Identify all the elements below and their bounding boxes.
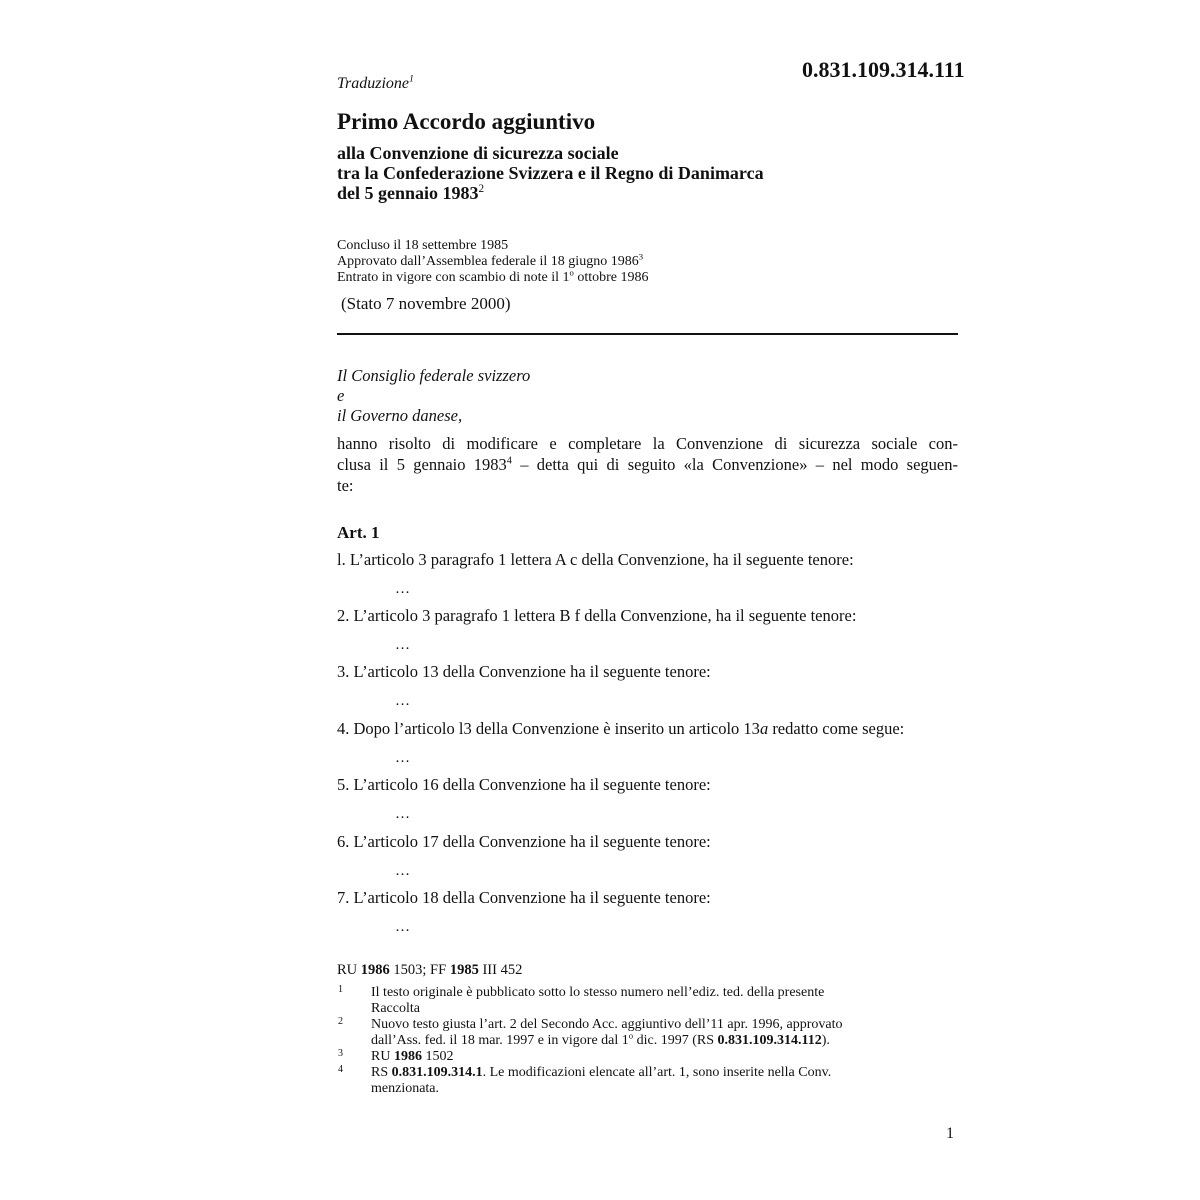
footnote-number: 1 xyxy=(338,984,343,995)
translation-label: Traduzione$^1$ xyxy=(337,73,414,92)
footnote-number: 3 xyxy=(338,1048,343,1059)
footnote-text: Nuovo testo giusta l’art. 2 del Secondo Acc. aggiuntivo dell’11 apr. 1996, approvato xyxy=(371,1017,843,1032)
page-number: 1 xyxy=(946,1125,954,1142)
article-item: 6. L’articolo 17 della Convenzione ha il seguente tenore: xyxy=(337,832,711,851)
status-date: (Stato 7 novembre 2000) xyxy=(341,294,511,313)
footnote-ref: 3 xyxy=(638,251,644,262)
ellipsis: … xyxy=(395,806,410,822)
footnote-text: menzionata. xyxy=(371,1081,440,1096)
sr-number: 0.831.109.314.111 xyxy=(802,57,965,82)
publication-reference: RU 1986 1503; FF 1985 III 452 xyxy=(337,962,523,978)
footnote-ref: 2 xyxy=(478,183,485,195)
document-subtitle-line: tra la Confederazione Svizzera e il Regno di Danimarca xyxy=(337,163,764,183)
footnote-number: 4 xyxy=(338,1064,343,1075)
document-title: Primo Accordo aggiuntivo xyxy=(337,109,596,134)
article-item: 4. Dopo l’articolo l3 della Convenzione è inserito un articolo 13a redatto come segue: xyxy=(337,719,905,738)
footnote-text: Il testo originale è pubblicato sotto lo stesso numero nell’ediz. ted. della presente xyxy=(371,985,825,1000)
footnote-text: RS 0.831.109.314.1. Le modificazioni elencate all’art. 1, sono inserite nella Conv. xyxy=(371,1065,832,1080)
entry-into-force: Entrato in vigore con scambio di note il 1$^o$ ottobre 1986 xyxy=(337,267,649,285)
ellipsis: … xyxy=(395,919,410,935)
footnote-text: RU 1986 1502 xyxy=(371,1049,454,1064)
ellipsis: … xyxy=(395,581,410,597)
document-subtitle-line: del 5 gennaio 1983$^2$ xyxy=(337,183,485,203)
party-conjunction: e xyxy=(337,386,345,405)
ellipsis: … xyxy=(395,863,410,879)
footnote-text: Raccolta xyxy=(371,1001,420,1016)
footnote-ref: 1 xyxy=(409,73,414,85)
footnote-number: 2 xyxy=(338,1016,343,1027)
ellipsis: … xyxy=(395,693,410,709)
approval-date: Approvato dall’Assemblea federale il 18 giugno 1986$^3$ xyxy=(337,251,644,269)
footnote-text: dall’Ass. fed. il 18 mar. 1997 e in vigore dal 1$^o$ dic. 1997 (RS 0.831.109.314.112). xyxy=(371,1030,830,1048)
footnote-ref: 4 xyxy=(506,455,512,467)
concluded-date: Concluso il 18 settembre 1985 xyxy=(337,238,509,253)
article-item: 5. L’articolo 16 della Convenzione ha il seguente tenore: xyxy=(337,775,711,794)
article-item: 2. L’articolo 3 paragrafo 1 lettera B f della Convenzione, ha il seguente tenore: xyxy=(337,606,857,625)
article-item: 7. L’articolo 18 della Convenzione ha il seguente tenore: xyxy=(337,888,711,907)
article-heading: Art. 1 xyxy=(337,523,380,542)
article-item: 3. L’articolo 13 della Convenzione ha il seguente tenore: xyxy=(337,662,711,681)
party-name: il Governo danese, xyxy=(337,406,463,425)
article-item: l. L’articolo 3 paragrafo 1 lettera A c della Convenzione, ha il seguente tenore: xyxy=(337,550,854,569)
divider xyxy=(337,333,958,335)
ellipsis: … xyxy=(395,637,410,653)
ellipsis: … xyxy=(395,750,410,766)
preamble-paragraph: hanno risolto di modificare e completare la Convenzione di sicurezza sociale con- clusa il 5 gennaio 1983$^4$ – detta qui di seguito «la Convenzione» – nel modo seguen- te: xyxy=(337,434,958,495)
document-subtitle-line: alla Convenzione di sicurezza sociale xyxy=(337,143,619,163)
party-name: Il Consiglio federale svizzero xyxy=(337,366,531,385)
